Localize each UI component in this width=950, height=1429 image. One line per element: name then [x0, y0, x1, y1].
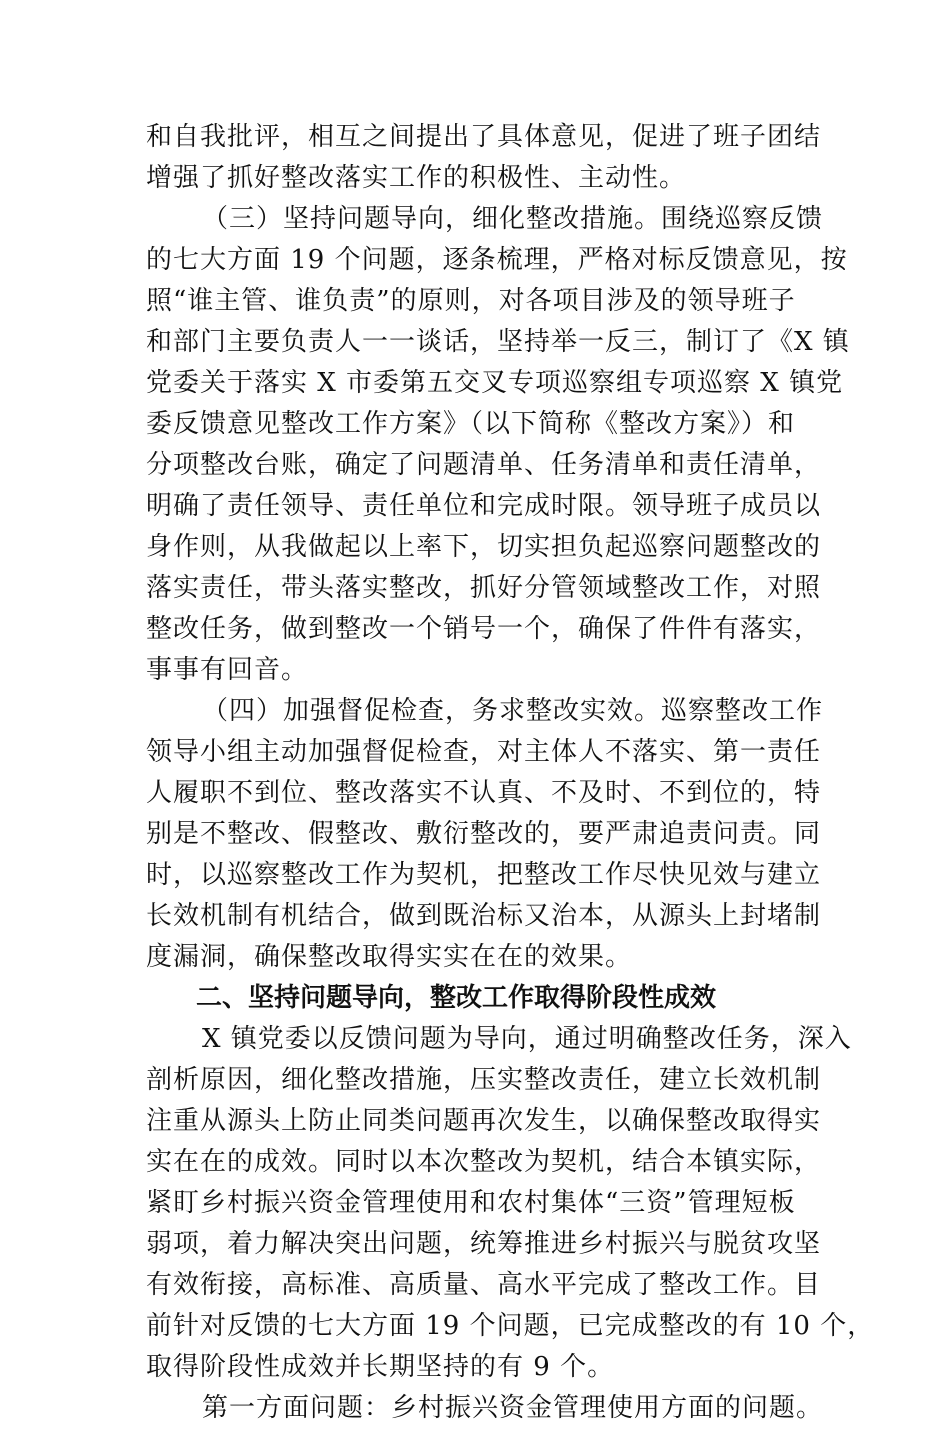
body-text-line: 实在在的成效。同时以本次整改为契机，结合本镇实际， — [146, 1147, 822, 1177]
document-page — [146, 117, 875, 1429]
body-text-line: 分项整改台账，确定了问题清单、任务清单和责任清单， — [146, 450, 822, 480]
body-text-line: 和自我批评，相互之间提出了具体意见，促进了班子团结 — [146, 122, 822, 152]
body-text-line: 剖析原因，细化整改措施，压实整改责任，建立长效机制 — [146, 1065, 822, 1095]
body-text-line: 和部门主要负责人一一谈话，坚持举一反三，制订了《X 镇 — [146, 327, 850, 357]
body-text-line: 增强了抓好整改落实工作的积极性、主动性。 — [146, 163, 687, 193]
body-text-line: 紧盯乡村振兴资金管理使用和农村集体“三资”管理短板 — [146, 1188, 796, 1218]
body-text-line: 领导小组主动加强督促检查，对主体人不落实、第一责任 — [146, 737, 822, 767]
body-text-line: 有效衔接，高标准、高质量、高水平完成了整改工作。目 — [146, 1270, 822, 1300]
body-text-line: 度漏洞，确保整改取得实实在在的效果。 — [146, 942, 633, 972]
body-text-line: 的七大方面 19 个问题，逐条梳理，严格对标反馈意见，按 — [146, 245, 848, 275]
body-text-line: 长效机制有机结合，做到既治标又治本，从源头上封堵制 — [146, 901, 822, 931]
body-text-line: 别是不整改、假整改、敷衍整改的，要严肃追责问责。同 — [146, 819, 822, 849]
body-text-line: 时，以巡察整改工作为契机，把整改工作尽快见效与建立 — [146, 860, 822, 890]
body-text-line: 人履职不到位、整改落实不认真、不及时、不到位的，特 — [146, 778, 822, 808]
paragraph-start: 第一方面问题：乡村振兴资金管理使用方面的问题。 — [202, 1393, 824, 1423]
body-text-line: 整改任务，做到整改一个销号一个，确保了件件有落实， — [146, 614, 822, 644]
body-text-line: 明确了责任领导、责任单位和完成时限。领导班子成员以 — [146, 491, 822, 521]
body-text-line: 委反馈意见整改工作方案》（以下简称《整改方案》）和 — [146, 409, 796, 439]
body-text-line: 身作则，从我做起以上率下，切实担负起巡察问题整改的 — [146, 532, 822, 562]
body-text-line: 注重从源头上防止同类问题再次发生，以确保整改取得实 — [146, 1106, 822, 1136]
body-text-line: 党委关于落实 X 市委第五交叉专项巡察组专项巡察 X 镇党 — [146, 368, 844, 398]
body-text-line: 落实责任，带头落实整改，抓好分管领域整改工作，对照 — [146, 573, 822, 603]
subsection-paragraph-start: （三）坚持问题导向，细化整改措施。围绕巡察反馈 — [202, 204, 824, 234]
paragraph-start: X 镇党委以反馈问题为导向，通过明确整改任务，深入 — [202, 1024, 852, 1054]
body-text-line: 前针对反馈的七大方面 19 个问题，已完成整改的有 10 个， — [146, 1311, 875, 1341]
body-text-line: 取得阶段性成效并长期坚持的有 9 个。 — [146, 1352, 615, 1382]
body-text-line: 弱项，着力解决突出问题，统筹推进乡村振兴与脱贫攻坚 — [146, 1229, 822, 1259]
section-heading: 二、坚持问题导向，整改工作取得阶段性成效 — [196, 983, 717, 1013]
body-text-line: 事事有回音。 — [146, 655, 309, 685]
body-text-line: 照“谁主管、谁负责”的原则，对各项目涉及的领导班子 — [146, 286, 796, 316]
subsection-paragraph-start: （四）加强督促检查，务求整改实效。巡察整改工作 — [202, 696, 824, 726]
